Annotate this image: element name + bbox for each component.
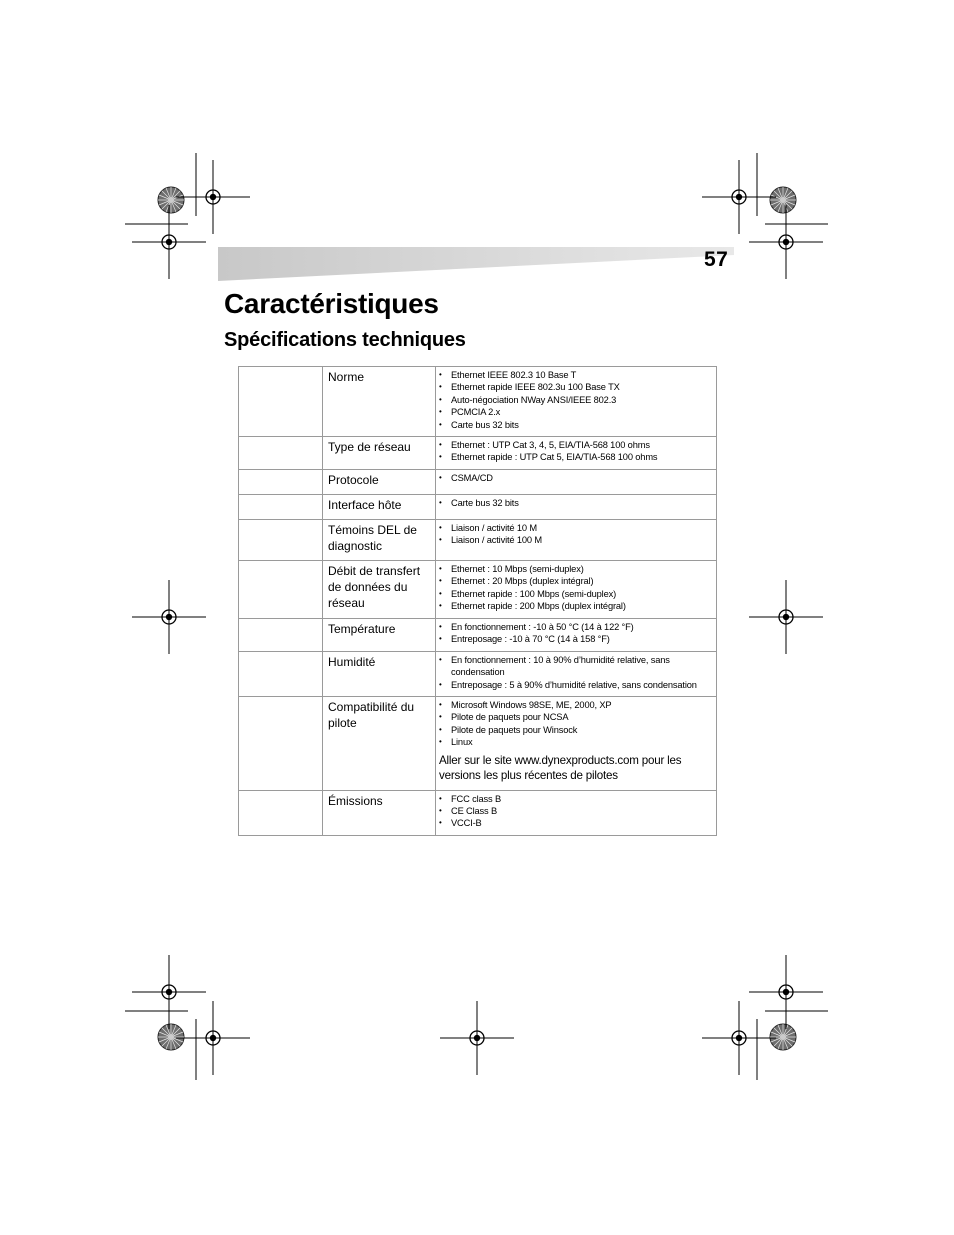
list-item: • Ethernet : UTP Cat 3, 4, 5, EIA/TIA-568 100 ohms <box>439 439 712 451</box>
specifications-table <box>238 366 717 836</box>
empty-cell <box>239 790 323 835</box>
table-row <box>239 652 717 697</box>
empty-cell <box>239 367 323 437</box>
list-item: • FCC class B <box>439 793 712 805</box>
spec-values-cell <box>436 520 717 561</box>
list-item: • Ethernet : 20 Mbps (duplex intégral) <box>439 575 712 587</box>
list-item: • Ethernet rapide : 100 Mbps (semi-duplex) <box>439 588 712 600</box>
spec-value-list <box>436 520 716 551</box>
color-rosette-icon <box>158 187 184 213</box>
table-row <box>239 367 717 437</box>
spec-label-cell <box>323 437 436 470</box>
color-rosette-icon <box>158 1024 184 1050</box>
list-item: • Ethernet rapide : UTP Cat 5, EIA/TIA-568 100 ohms <box>439 451 712 463</box>
section-subtitle: Spécifications techniques <box>224 329 466 351</box>
spec-label-cell <box>323 495 436 520</box>
page-title: Caractéristiques <box>224 288 439 319</box>
spec-label: Émissions <box>328 793 383 808</box>
spec-label-cell <box>323 520 436 561</box>
list-item: • Carte bus 32 bits <box>439 419 712 431</box>
table-row <box>239 470 717 495</box>
list-item: • Ethernet rapide IEEE 802.3u 100 Base TX <box>439 381 712 393</box>
spec-label: Débit de transfert de données du réseau <box>328 564 421 610</box>
spec-values-cell <box>436 619 717 652</box>
spec-value-list <box>436 470 716 488</box>
list-item: • Microsoft Windows 98SE, ME, 2000, XP <box>439 699 712 711</box>
spec-values-cell <box>436 561 717 619</box>
list-item: • En fonctionnement : 10 à 90% d’humidité relative, sans condensation <box>439 654 712 679</box>
page-number: 57 <box>704 248 729 271</box>
table-row <box>239 520 717 561</box>
spec-label-cell <box>323 619 436 652</box>
spec-label: Norme <box>328 370 365 384</box>
spec-values-cell <box>436 437 717 470</box>
list-item: • Carte bus 32 bits <box>439 497 712 509</box>
spec-label-cell <box>323 652 436 697</box>
spec-label: Humidité <box>328 655 376 669</box>
spec-value-list <box>436 791 716 834</box>
spec-values-cell <box>436 652 717 697</box>
spec-value-list <box>436 367 716 435</box>
list-item: • CE Class B <box>439 805 712 817</box>
empty-cell <box>239 495 323 520</box>
list-item: • Ethernet rapide : 200 Mbps (duplex intégral) <box>439 600 712 612</box>
table-row <box>239 619 717 652</box>
spec-label: Compatibilité du pilote <box>328 700 415 730</box>
empty-cell <box>239 619 323 652</box>
spec-values-cell <box>436 495 717 520</box>
spec-label-cell <box>323 470 436 495</box>
table-row <box>239 697 717 791</box>
spec-label: Type de réseau <box>328 440 411 454</box>
empty-cell <box>239 561 323 619</box>
list-item: • Pilote de paquets pour Winsock <box>439 724 712 736</box>
color-rosette-icon <box>770 1024 796 1050</box>
header-band <box>218 247 734 281</box>
empty-cell <box>239 520 323 561</box>
spec-label: Protocole <box>328 473 379 487</box>
spec-value-list <box>436 437 716 468</box>
spec-values-cell <box>436 697 717 791</box>
list-item: • PCMCIA 2.x <box>439 406 712 418</box>
spec-label-cell <box>323 561 436 619</box>
spec-label: Interface hôte <box>328 498 402 512</box>
list-item: • Auto-négociation NWay ANSI/IEEE 802.3 <box>439 394 712 406</box>
spec-values-cell <box>436 790 717 835</box>
list-item: • CSMA/CD <box>439 472 712 484</box>
table-row <box>239 437 717 470</box>
empty-cell <box>239 652 323 697</box>
list-item: • VCCI-B <box>439 817 712 829</box>
color-rosette-icon <box>770 187 796 213</box>
list-item: • Liaison / activité 100 M <box>439 534 712 546</box>
empty-cell <box>239 437 323 470</box>
spec-value-list <box>436 619 716 650</box>
spec-label-cell <box>323 367 436 437</box>
list-item: • Ethernet : 10 Mbps (semi-duplex) <box>439 563 712 575</box>
spec-label-cell <box>323 790 436 835</box>
empty-cell <box>239 470 323 495</box>
list-item: • Liaison / activité 10 M <box>439 522 712 534</box>
spec-values-cell <box>436 470 717 495</box>
spec-label: Température <box>328 622 396 636</box>
list-item: • Pilote de paquets pour NCSA <box>439 711 712 723</box>
list-item: • Entreposage : -10 à 70 °C (14 à 158 °F) <box>439 633 712 645</box>
list-item: • Entreposage : 5 à 90% d’humidité relative, sans condensation <box>439 679 712 691</box>
spec-label: Témoins DEL de diagnostic <box>328 523 417 553</box>
spec-value-list <box>436 495 716 513</box>
list-item: • En fonctionnement : -10 à 50 °C (14 à 122 °F) <box>439 621 712 633</box>
empty-cell <box>239 697 323 791</box>
spec-label-cell <box>323 697 436 791</box>
spec-values-cell <box>436 367 717 437</box>
spec-value-list <box>436 652 716 695</box>
spec-value-list <box>436 561 716 617</box>
table-row <box>239 790 717 835</box>
spec-value-list <box>436 697 716 753</box>
driver-note: Aller sur le site www.dynexproducts.com pour les versions les plus récentes de pilotes <box>439 753 682 783</box>
list-item: • Linux <box>439 736 712 748</box>
list-item: • Ethernet IEEE 802.3 10 Base T <box>439 369 712 381</box>
table-row <box>239 495 717 520</box>
table-row <box>239 561 717 619</box>
